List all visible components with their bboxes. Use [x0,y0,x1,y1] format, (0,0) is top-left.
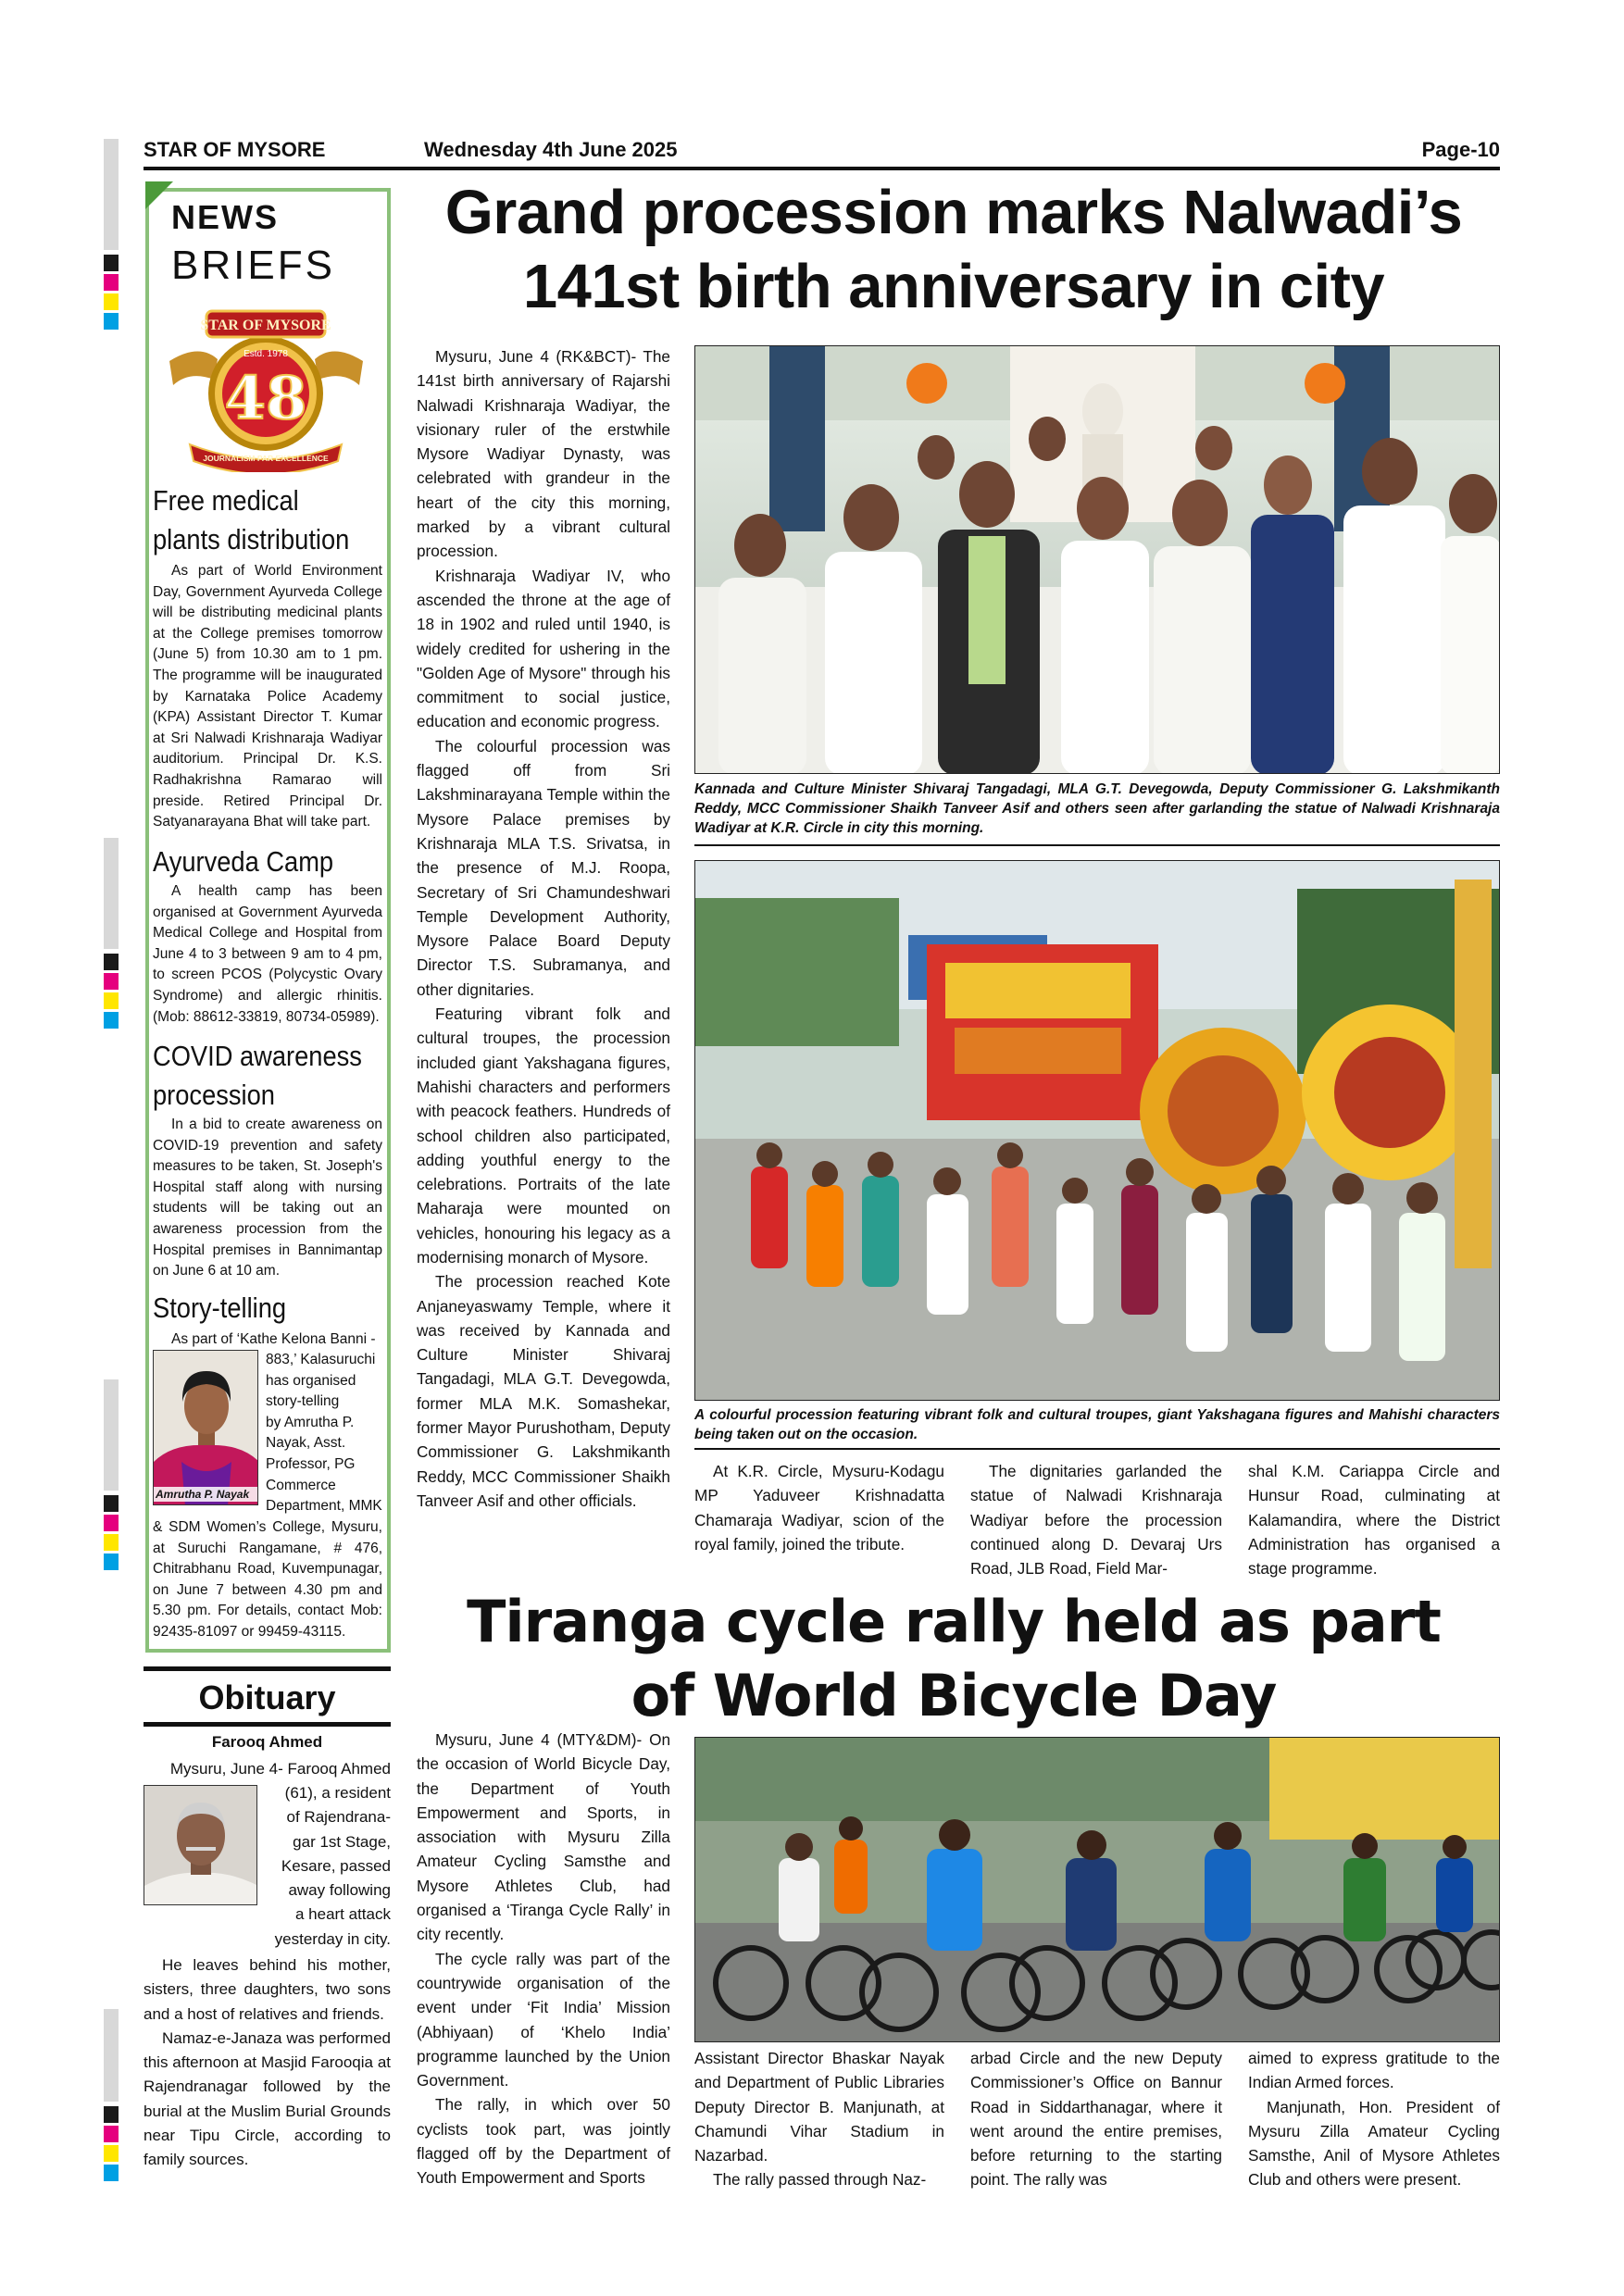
brief-heading: Ayurveda Camp [153,845,334,878]
logo-estd: Estd. 1978 [244,349,288,359]
registration-strip [104,139,119,250]
photo-2-caption: A colourful procession featuring vibrant folk and cultural troupes, giant Yakshagana figures and Mahishi characters being taken out on the occasion. [694,1407,1500,1442]
anniversary-logo [162,306,370,472]
registration-black [104,2106,119,2123]
headline-1-line-1: Grand procession marks Nalwadi’s [444,178,1463,247]
headline-2-line-2: of World Bicycle Day [631,1662,1277,1729]
header-rule [144,167,1500,170]
story-1-column-3: The dignitaries garlanded the statue of Nalwadi Krishnaraja Wadiyar before the procession continued along D. Devaraj Urs Road, JLB Road, Field Mar- [970,1462,1222,1578]
amrutha-photo [153,1350,258,1505]
brief-body-side: 883,’ Kalasuruchi has organised story-telling by Amrutha P. Nayak, Asst. Professor, PG Commerce Department, MMK [266,1352,382,1515]
story-2-column-3: arbad Circle and the new Deputy Commissioner’s Office on Bannur Road in Siddarthanagar, where it went around the entire premises, before returning to the starting point. The rally was [970,2049,1222,2190]
logo-motto: JOURNALISM PAR EXCELLENCE [203,454,329,463]
photo-caption: Amrutha P. Nayak [154,1487,257,1502]
obituary-side-text: (61), a resident of Rajendrana- gar 1st Stage, Kesare, passed away following a heart attack yesterday in city. [274,1784,391,1948]
registration-strip [104,838,119,949]
obituary-body: He leaves behind his mother, sisters, three daughters, two sons and a host of relatives and friends. Namaz-e-Janaza was performed this afternoon at Masjid Farooqia at Rajendranagar followed by the burial at the Muslim Burial Grounds near Tipu Circle, according to family sources. [144,1956,391,2169]
page-number: Page-10 [1421,138,1500,161]
story-1-column-4: shal K.M. Cariappa Circle and Hunsur Road, culminating at Kalamandira, where the District Administration has organised a stage programme. [1248,1462,1500,1578]
registration-black [104,255,119,271]
story-2-column-4: aimed to express gratitude to the Indian Armed forces. Manjunath, Hon. President of Mysuru Zilla Amateur Cycling Samsthe, Anil of Mysore Athletes Club and others were present. [1248,2049,1500,2190]
headline-2-line-1: Tiranga cycle rally held as part [467,1588,1441,1655]
caption-rule [694,1448,1500,1450]
registration-magenta [104,1515,119,1531]
registration-strip [104,2009,119,2102]
story-2-column-1: Mysuru, June 4 (MTY&DM)- On the occasion of World Bicycle Day, the Department of Youth Empowerment and Sports, in association with Mysuru Zilla Amateur Cycling Samsthe and Mysore Athletes Club, had organised a ‘Tiranga Cycle Rally’ in city recently. The cycle rally was part of the countrywide organisation of the event under ‘Fit India’ Mission (Abhiyaan) of ‘Khelo India’ programme launched by the Union Government. The rally, in which over 50 cyclists took part, was jointly flagged off by the Department of Youth Empowerment and Sports [417,1730,670,2188]
brief-body: A health camp has been organised at Government Ayurveda Medical College and Hospital from June 4 to 3 between 9 am to 4 pm, to screen PCOS (Polycystic Ovary Syndrome) and allergic rhinitis. (Mob: 88612-33819, 80734-05989). [153,883,382,1025]
brief-body: & SDM Women’s College, Mysuru, at Suruchi Rangamane, # 476, Chitrabhanu Road, Kuvempunagar, on June 7 between 4.30 pm and 5.30 pm. For details, contact Mob: 92435-81097 or 99459-43115. [153,1519,382,1640]
registration-magenta [104,274,119,291]
registration-yellow [104,992,119,1009]
registration-black [104,954,119,970]
obituary-rule-bottom [144,1722,391,1727]
photo-1-caption: Kannada and Culture Minister Shivaraj Tangadagi, MLA G.T. Devegowda, Deputy Commissioner G. Lakshmikanth Reddy, MCC Commissioner Shaikh Tanveer Asif and others seen after garlanding the statue of Nalwadi Krishnaraja Wadiyar at K.R. Circle in city this morning. [694,781,1500,836]
headline-1-line-2: 141st birth anniversary in city [522,252,1385,321]
brief-heading: Story-telling [153,1292,287,1324]
registration-cyan [104,313,119,330]
registration-cyan [104,2165,119,2181]
obituary-photo [144,1785,257,1905]
logo-number: 48 [224,364,307,433]
registration-black [104,1495,119,1512]
story-1-column-2: At K.R. Circle, Mysuru-Kodagu MP Yaduveer Krishnadatta Chamaraja Wadiyar, scion of the royal family, joined the tribute. [694,1462,944,1554]
logo-top-text: STAR OF MYSORE [200,318,331,333]
brief-body: As part of World Environment Day, Government Ayurveda College will be distributing medicinal plants at the College premises tomorrow (June 5) from 10.30 am to 1 pm. The programme will be inaugurated by Karnataka Police Academy (KPA) Assistant Director T. Kumar at Sri Nalwadi Krishnaraja Wadiyar auditorium. Principal Dr. K.S. Radhakrishna Ramarao will preside. Retired Principal Dr. Satyanarayana Bhat will take part. [153,563,382,830]
brief-heading: Free medical [153,484,299,517]
obituary-rule-top [144,1666,391,1671]
brief-heading: procession [153,1079,275,1111]
story-2-column-2: Assistant Director Bhaskar Nayak and Department of Public Libraries Deputy Director B. Manjunath, at Chamundi Vihar Stadium in Nazarbad. The rally passed through Naz- [694,2049,944,2190]
dignitaries-photo [694,345,1500,774]
registration-cyan [104,1012,119,1029]
registration-strip [104,1379,119,1491]
registration-magenta [104,973,119,990]
briefs-corner-decoration [145,181,173,209]
registration-yellow [104,2145,119,2162]
brief-heading: plants distribution [153,523,350,555]
registration-cyan [104,1554,119,1570]
obituary-name: Farooq Ahmed [211,1733,323,1751]
obituary-lead: Mysuru, June 4- Farooq Ahmed [169,1760,391,1778]
obituary-title: Obituary [198,1678,336,1716]
issue-date: Wednesday 4th June 2025 [424,138,678,161]
registration-yellow [104,293,119,310]
brief-heading: COVID awareness [153,1040,362,1072]
briefs-title-briefs: BRIEFS [171,243,335,288]
story-1-column-1: Mysuru, June 4 (RK&BCT)- The 141st birth anniversary of Rajarshi Nalwadi Krishnaraja Wadiyar, the visionary ruler of the erstwhile Mysore Wadiyar Dynasty, was celebrated with grandeur in the heart of the city this morning, marked by a vibrant cultural procession. Krishnaraja Wadiyar IV, who ascended the throne at the age of 18 in 1902 and ruled until 1940, is widely credited for ushering in the "Golden Age of Mysore" through his commitment to social justice, education and economic progress. The colourful procession was flagged off from Sri Lakshminarayana Temple within the Mysore Palace premises by Krishnaraja MLA T.S. Srivatsa, in the presence of M.J. Roopa, Secretary of Sri Chamundeshwari Temple Development Authority, Mysore Palace Board Deputy Director T.S. Subramanya, and other dignitaries. Featuring vibrant folk and cultural troupes, the procession included giant Yakshagana figures, Mahishi characters and performers with peacock feathers. Hundreds of school children also participated, adding youthful energy to the celebrations. Portraits of the late Maharaja were mounted on vehicles, honouring his legacy as a modernising monarch of Mysore. The procession reached Kote Anjaneyaswamy Temple, where it was received by Kannada and Culture Minister Shivaraj Tangadagi, MLA G.T. Devegowda, former MLA M.K. Somashekar, former Mayor Purushotham, Deputy Commissioner G. Lakshmikanth Reddy, MCC Commissioner Shaikh Tanveer Asif and other officials. [417,347,670,1510]
caption-rule [694,844,1500,846]
briefs-title-news: NEWS [171,198,279,236]
cycle-rally-photo [694,1737,1500,2042]
registration-magenta [104,2126,119,2142]
procession-photo [694,860,1500,1401]
brief-body: In a bid to create awareness on COVID-19 prevention and safety measures to be taken, St. Joseph's Hospital staff along with nursing students will be taking out an awareness procession from the Hospital premises in Bannimantap on June 6 at 10 am. [153,1117,382,1279]
brief-body: As part of ‘Kathe Kelona Banni - [171,1331,376,1347]
paper-name: STAR OF MYSORE [144,138,326,161]
registration-yellow [104,1534,119,1551]
